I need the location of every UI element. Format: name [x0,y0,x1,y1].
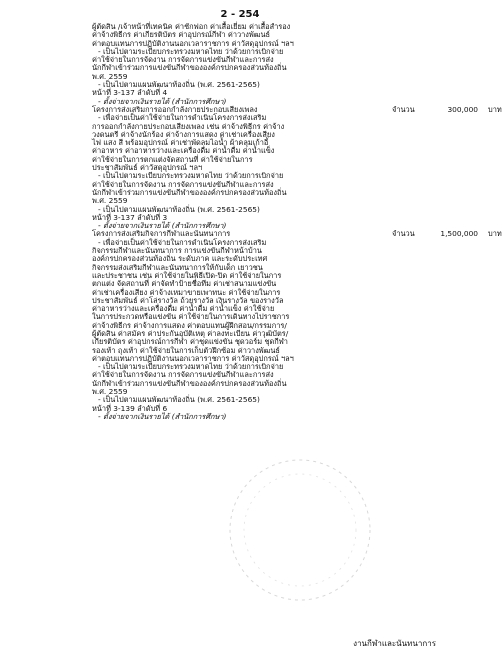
amount-value: 300,000 [447,104,478,114]
text-line: - เป็นไปตามระเบียบกระทรวงมหาดไทย ว่าด้วยการเบิกจ่าย [98,171,284,181]
funding-source-note: - ตั้งจ่ายจากเงินรายได้ (สำนักการศึกษา) [98,221,227,231]
text-line: ค่าตอบแทนการปฏิบัติงานนอกเวลาราชการ ค่าวัสดุอุปกรณ์ ฯลฯ [92,38,294,48]
text-line: เกียรติบัตร ค่าอุปกรณ์การกีฬา ค่าชุดแข่งขัน ชุดวอร์ม ชุดกีฬา [92,337,288,347]
text-line: การออกกำลังกายประกอบเสียงเพลง เช่น ค่าจ้างพิธีกร ค่าจ้าง [92,121,285,131]
text-line: ไฟ แสง สี พร้อมอุปกรณ์ ค่าเช่าพัดลมไอน้ำ ผ้าคลุมเก้าอี้ [92,138,269,148]
amount-label: จำนวน [392,104,415,114]
project-entry [92,104,502,231]
text-line: ค่าใช้จ่ายในการจัดงาน การจัดการแข่งขันกีฬาและการส่ง [92,179,274,189]
text-line: ค่าใช้จ่ายในการตกแต่งจัดสถานที่ ค่าใช้จ่ายในการ [92,154,253,164]
project-title: โครงการส่งเสริมการออกกำลังกายประกอบเสียงเพลง [92,104,258,114]
text-line: - เป็นไปตามแผนพัฒนาท้องถิ่น (พ.ศ. 2561-2565) [98,204,260,214]
continuation-block [92,23,422,106]
text-line: ค่าใช้จ่ายในการจัดงาน การจัดการแข่งขันกีฬาและการส่ง [92,370,274,380]
text-line: ค่าจ้างพิธีกร ค่าเกียรติบัตร ค่าอุปกรณ์กีฬา ค่าวางพัฒนธ์ [92,30,271,40]
currency-label: บาท [488,229,502,239]
text-line: ตกแต่ง จัดสถานที่ ค่าจัดทำป้ายชื่อทีม ค่าเช่าสนามแข่งขัน [92,279,277,289]
footer-section-title: งานกีฬาและนันทนาการ [353,639,436,648]
text-line: ค่าอาหาร ค่าอาหารว่างและเครื่องดื่ม ค่าน้ำดื่ม ค่าน้ำแข็ง [92,146,275,156]
page-number: 2 - 254 [220,9,260,20]
text-line: ผู้ตัดสิน /เจ้าหน้าที่เทคนิค ค่าชักฟอก ค่าเสื้อเยี่ยม ค่าเสื้อสำรอง [92,22,291,31]
text-line: กิจกรรมส่งเสริมกีฬาและนันทนาการให้กับเด็ก เยาวชน [92,262,263,272]
text-line: - เป็นไปตามระเบียบกระทรวงมหาดไทย ว่าด้วยการเบิกจ่าย [98,46,284,56]
text-line: หน้าที่ 3-139 ลำดับที่ 6 [92,403,168,413]
amount-label: จำนวน [392,229,415,239]
text-line: รองเท้า ถุงเท้า ค่าใช้จ่ายในการเก็บตัวฝึกซ้อม ค่าวางพัฒนธ์ [92,345,280,355]
text-line: นักกีฬาเข้าร่วมการแข่งขันกีฬาขององค์กรปกครองส่วนท้องถิ่น [92,187,287,197]
text-line: หน้าที่ 3-137 ลำดับที่ 3 [92,212,168,222]
amount-value: 1,500,000 [440,229,478,239]
text-line: - เป็นไปตามแผนพัฒนาท้องถิ่น (พ.ศ. 2561-2565) [98,395,260,405]
text-line: นักกีฬาเข้าร่วมการแข่งขันกีฬาขององค์กรปกครองส่วนท้องถิ่น [92,63,287,73]
currency-label: บาท [488,104,502,114]
text-line: - เป็นไปตามระเบียบกระทรวงมหาดไทย ว่าด้วยการเบิกจ่าย [98,362,284,372]
text-line: หน้าที่ 3-137 ลำดับที่ 4 [92,88,168,98]
faint-stamp-mark [210,440,390,620]
text-line: กิจกรรมกีฬาและนันทนาการ การแข่งขันกีฬาหน้าบ้าน [92,246,262,256]
budget-amount [392,230,502,238]
project-title-row [92,104,502,114]
document-body [92,22,502,421]
text-line: ในการประกวดหรือแข่งขัน ค่าใช้จ่ายในการเดินทางไปราชการ [92,312,290,322]
text-line: ค่าตอบแทนการปฏิบัติงานนอกเวลาราชการ ค่าวัสดุอุปกรณ์ ฯลฯ [92,353,294,363]
funding-source-note: - ตั้งจ่ายจากเงินรายได้ (สำนักการศึกษา) [98,96,227,106]
text-line: ประชาสัมพันธ์ ค่าโล่รางวัล ถ้วยรางวัล เงินรางวัล ของรางวัล [92,295,284,305]
text-line: - เพื่อจ่ายเป็นค่าใช้จ่ายในการดำเนินโครงการส่งเสริม [98,113,267,123]
text-line: ประชาสัมพันธ์ ค่าวัสดุอุปกรณ์ ฯลฯ [92,163,203,173]
text-line: ค่าอาหารว่างและเครื่องดื่ม ค่าน้ำดื่ม ค่าน้ำแข็ง ค่าใช้จ่าย [92,304,275,314]
text-line: องค์กรปกครองส่วนท้องถิ่น ระดับภาค และระดับประเทศ [92,254,268,264]
text-line: พ.ศ. 2559 [92,196,128,206]
text-line: ค่าจ้างพิธีกร ค่าจ้างการแสดง ค่าตอบแทนผู้ฝึกสอน/กรรมการ/ [92,320,287,330]
funding-source-note: - ตั้งจ่ายจากเงินรายได้ (สำนักการศึกษา) [98,411,227,421]
text-line: และประชาชน เช่น ค่าใช้จ่ายในพิธีเปิด-ปิด ค่าใช้จ่ายในการ [92,270,282,280]
text-line: พ.ศ. 2559 [92,387,128,397]
text-line: - เพื่อจ่ายเป็นค่าใช้จ่ายในการดำเนินโครงการส่งเสริม [98,237,267,247]
budget-amount [392,106,502,114]
text-line: ค่าเช่าเครื่องเสียง ค่าจ้างเหมาขายเพาทนะ ค่าใช้จ่ายในการ [92,287,281,297]
text-line: นักกีฬาเข้าร่วมการแข่งขันกีฬาขององค์กรปกครองส่วนท้องถิ่น [92,378,287,388]
text-line: วงดนตรี ค่าจ้างนักร้อง ค่าจ้างการแสดง ค่าเช่าเครื่องเสียง [92,129,275,139]
project-title-row [92,229,502,239]
text-line: - เป็นไปตามแผนพัฒนาท้องถิ่น (พ.ศ. 2561-2565) [98,80,260,90]
text-line: ค่าใช้จ่ายในการจัดงาน การจัดการแข่งขันกีฬาและการส่ง [92,55,274,65]
text-line: ผู้ตัดสิน ค่าสมัคร ค่าประกันอุบัติเหตุ ค่าลงทะเบียน ค่าวุฒิบัตร/ [92,328,289,338]
text-line: พ.ศ. 2559 [92,71,128,81]
project-title: โครงการส่งเสริมกิจการกีฬาและนันทนาการ [92,229,231,239]
project-entry [92,229,502,421]
